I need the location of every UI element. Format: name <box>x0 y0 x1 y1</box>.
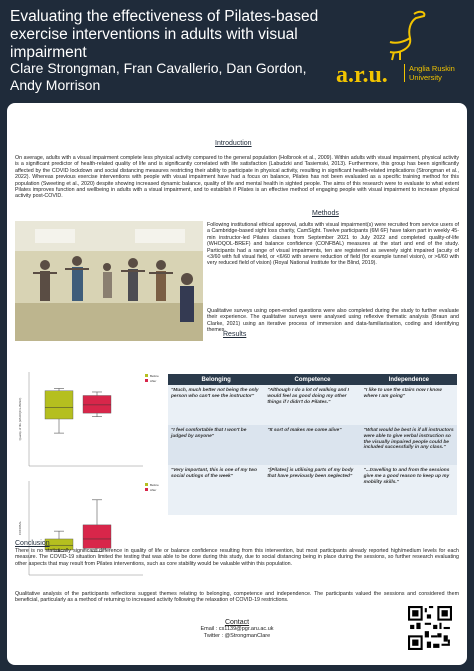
quote-cell: "Much, much better not being the only person who can't see the instructor" <box>168 385 264 425</box>
contact-block <box>157 619 317 640</box>
box-after <box>83 525 111 549</box>
qr-code-icon[interactable] <box>408 606 452 650</box>
methods-text-2: Qualitative surveys using open-ended questions were also completed during the study to further evaluate their experience. The qualitative surveys were analysed using reflexive thematic analysis (Braun and Clarke, 2021) using an iterative process of immersion and data-familiarisation, coding and identifying themes. <box>207 308 459 334</box>
methods-heading: Methods <box>312 210 339 217</box>
legend-label: After <box>150 488 157 492</box>
contact-heading: Contact <box>224 619 250 626</box>
legend-swatch <box>145 483 148 486</box>
y-axis-label: Quality of life (WHOQOL-BREF) <box>18 397 22 441</box>
chart-background <box>15 366 165 474</box>
pilates-class-photo <box>15 221 203 341</box>
contact-twitter[interactable]: Twitter : @StrongmanClare <box>203 633 271 639</box>
table-row <box>168 465 457 515</box>
heron-icon <box>370 8 430 62</box>
table-row <box>168 385 457 425</box>
logo-text: a.r.u. <box>336 62 388 88</box>
conclusion-heading: Conclusion <box>15 540 50 547</box>
introduction-text: On average, adults with a visual impairment complete less physical activity compared to the general population (Holbrook et al., 2009). Within adults with visual impairment, physical activity is a significant predictor of health-related quality of life and is significantly correlated with life satisfaction (Labudzki and Tasiemski, 2013). Furthermore, this group has been significantly affected by the COVID lockdown and social distancing measures restricting their ability to participate in physical activity, resulting in significant health-related implications (Strongman et al., 2022). Whereas previous exercise interventions with people with visual impairment have had a focus on balance, Pilates has not been evaluated as a specific training method for this population (Sweeting et al., 2020) despite showing increased dynamic balance, quality of life and mental health in sighted people. The aims of this research were to evaluate to what extent Pilates improves function and wellbeing in adults with a visual impairment, and to establish if Pilates is an effective method of engaging people with visual impairment to increase physical activity post-COVID. <box>15 155 459 200</box>
y-axis-label: CONFBAL <box>18 520 22 536</box>
results-heading: Results <box>223 331 247 338</box>
quote-cell: "I like to use the stairs now I know where I am going" <box>361 385 457 425</box>
legend-label: Before <box>150 483 159 487</box>
quote-cell: "Very important, this is one of my two social outings of the week" <box>168 465 264 515</box>
poster-header <box>0 0 474 100</box>
quality-of-life-boxplot <box>15 366 165 474</box>
poster-body <box>7 103 467 665</box>
conclusion-text-1: There is no statistically significant difference in quality of life or balance confidence resulting from this intervention, but most participants already reported high/medium levels for each measure. The COVID-19 situation limited the testing that was able to be done during this study, due to social distancing being in place during the sessions, so further research evaluating other aspects that may result from Pilates interventions, such as core stability would be valuable within this population. <box>15 548 459 567</box>
table-row <box>168 425 457 465</box>
quote-cell: "What would be best is if all instructors were able to give verbal instruction so the visually impaired people could be included successfully in any class." <box>361 425 457 465</box>
methods-text-1: Following institutional ethical approval, adults with visual impairment(s) were recruited from service users of a Cambridge-based sight loss charity, CamSight. Twelve participants (6M 6F) have taken part in weekly 45-min instructor-led Pilates classes from September 2021 to July 2022 and completed quality-of-life (WHOQOL-BREF) and balance confidence (CONFBAL) measures at the start and end of the study. Participants had a range of visual impairments, ten are registered as severely sight impaired (acuity of <3/60 with full visual field, or <6/60 with severe reduction of field (for example tunnel vision), or >6/60 with very reduced field of vision) (Royal National Institute for the Blind, 2019). <box>207 222 459 267</box>
legend-swatch <box>145 374 148 377</box>
introduction-heading: Introduction <box>215 140 252 147</box>
quote-cell: "It sort of makes me come alive" <box>264 425 360 465</box>
theme-header-belonging: Belonging <box>168 374 264 385</box>
legend-swatch <box>145 488 148 491</box>
aru-logo <box>336 8 468 96</box>
box-before <box>45 391 73 419</box>
quote-cell: "...travelling to and from the sessions give me a good reason to keep up my mobility skills." <box>361 465 457 515</box>
theme-header-competence: Competence <box>264 374 360 385</box>
poster-authors: Clare Strongman, Fran Cavallerio, Dan Gordon, Andy Morrison <box>10 60 307 93</box>
legend-swatch <box>145 379 148 382</box>
themes-table <box>168 374 457 515</box>
quote-cell: "I feel comfortable that I won't be judged by anyone" <box>168 425 264 465</box>
legend-label: Before <box>150 374 159 378</box>
contact-email[interactable]: Email : cs1139@pgr.aru.ac.uk <box>200 626 274 632</box>
legend-label: After <box>150 379 157 383</box>
class-photo-illustration <box>15 221 203 341</box>
box-after <box>83 396 111 414</box>
theme-header-independence: Independence <box>361 374 457 385</box>
quote-cell: "Although I do a lot of walking and I would feel as good doing my other things if I didn't do Pilates." <box>264 385 360 425</box>
university-name: Anglia Ruskin University <box>404 64 455 82</box>
conclusion-text-2: Qualitative analysis of the participants reflections suggest themes relating to belonging, competence and independence. The participants valued the sessions and considered them beneficial, particularly as a method of returning to increased activity following the relaxation of COVID-19 restrictions. <box>15 591 459 604</box>
quote-cell: "[Pilates] is utilising parts of my body that have previously been neglected" <box>264 465 360 515</box>
poster-title: Evaluating the effectiveness of Pilates-based exercise interventions in adults with visual impairment <box>10 8 319 61</box>
